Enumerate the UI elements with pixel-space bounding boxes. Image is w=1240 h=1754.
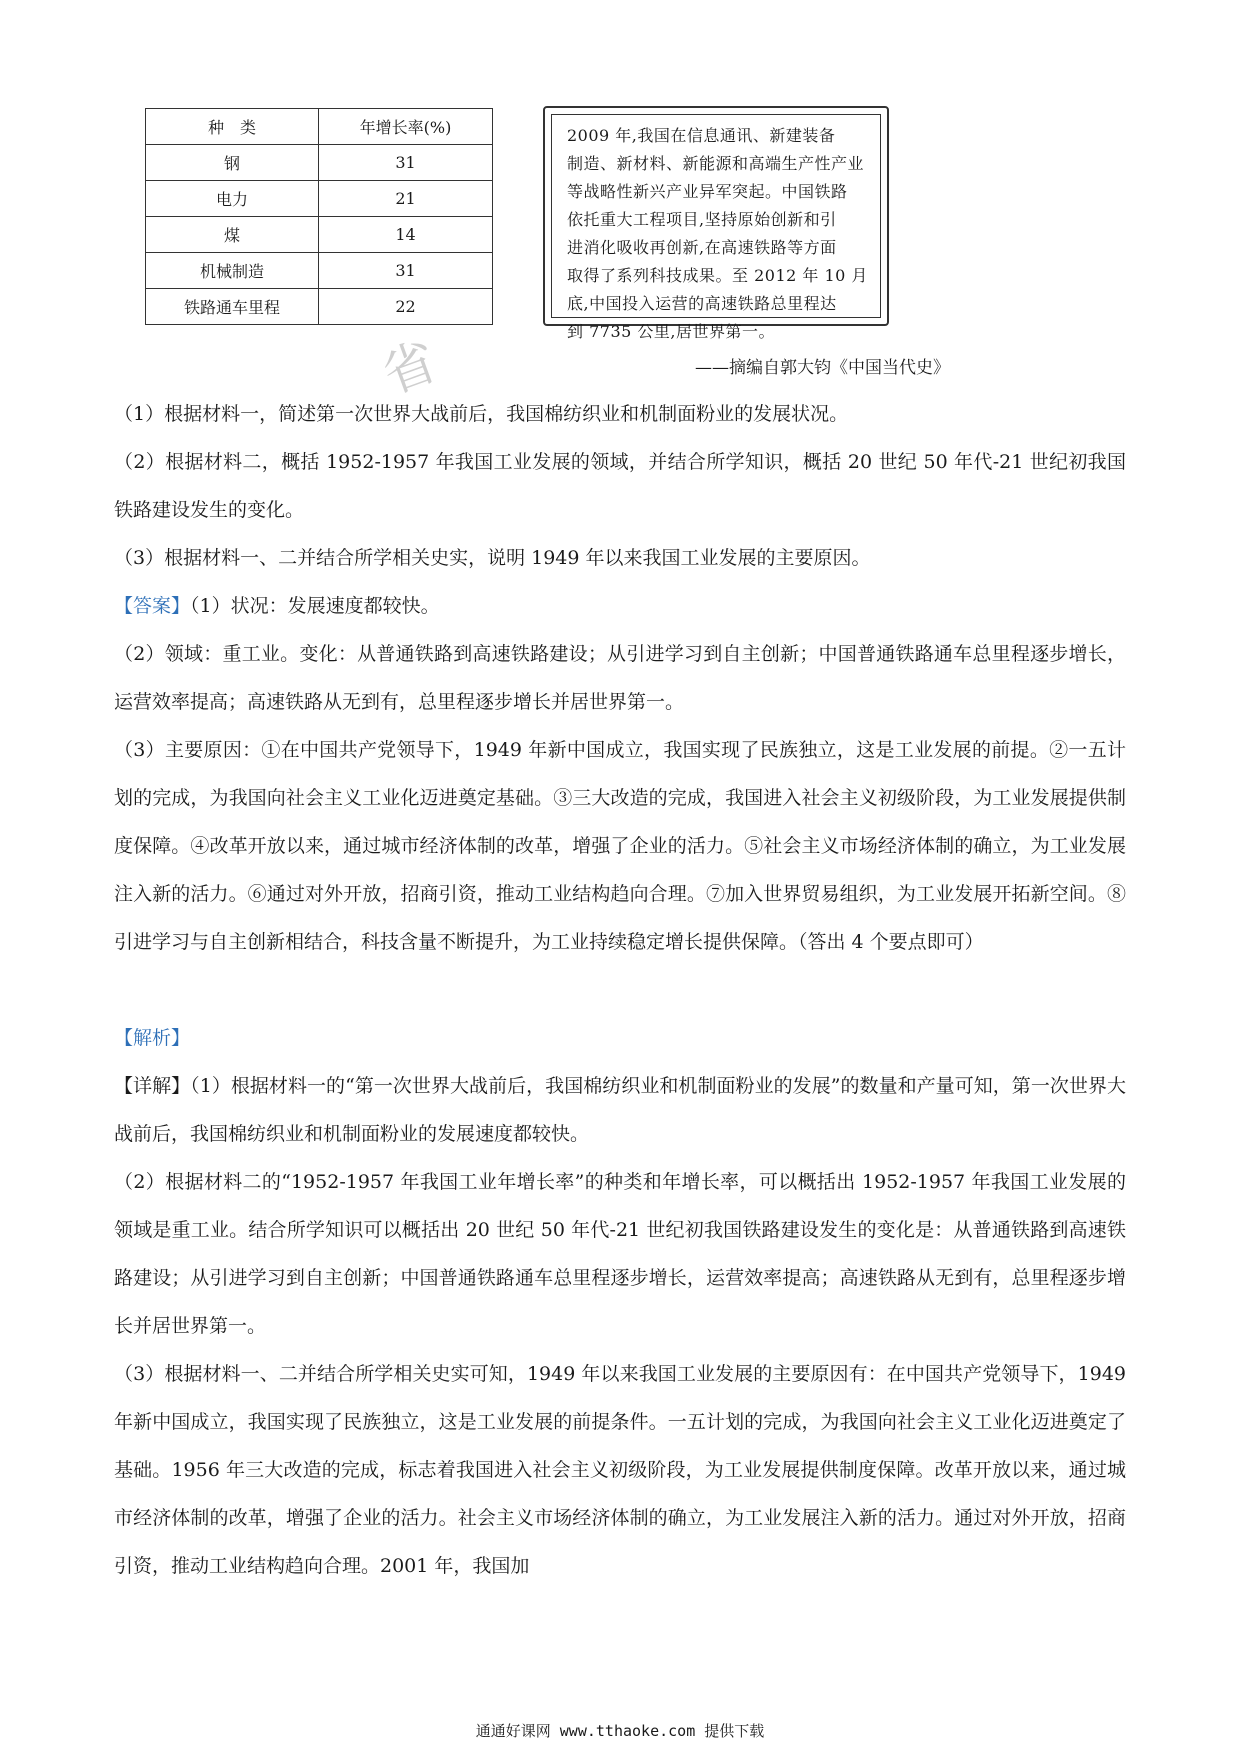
table-cell-rate: 31 <box>319 253 493 289</box>
table-cell-rate: 14 <box>319 217 493 253</box>
detail-1-block <box>114 1062 1126 1158</box>
table-header-row <box>146 109 493 145</box>
table-cell-rate: 21 <box>319 181 493 217</box>
table-row <box>146 289 493 325</box>
answer-2: （2）领域：重工业。变化：从普通铁路到高速铁路建设；从引进学习到自主创新；中国普通铁路通车总里程逐步增长，运营效率提高；高速铁路从无到有，总里程逐步增长并居世界第一。 <box>114 643 1126 713</box>
question-3: （3）根据材料一、二并结合所学相关史实，说明 1949 年以来我国工业发展的主要原因。 <box>114 547 871 569</box>
table-header-category: 种 类 <box>146 109 319 145</box>
table-cell-category: 电力 <box>146 181 319 217</box>
watermark: 省 <box>375 331 445 406</box>
detail-3: （3）根据材料一、二并结合所学相关史实可知，1949 年以来我国工业发展的主要原因有：在中国共产党领导下，1949 年新中国成立，我国实现了民族独立，这是工业发展的前提条件。一五计划的完成，为我国向社会主义工业化迈进奠定了基础。1956 年三大改造的完成，标志着我国进入社会主义初级阶段，为工业发展提供制度保障。改革开放以来，通过城市经济体制的改革，增强了企业的活力。社会主义市场经济体制的确立，为工业发展注入新的活力。通过对外开放，招商引资，推动工业结构趋向合理。2001 年，我国加 <box>114 1363 1126 1577</box>
growth-rate-table <box>145 108 493 325</box>
answer-3: （3）主要原因：①在中国共产党领导下，1949 年新中国成立，我国实现了民族独立，这是工业发展的前提。②一五计划的完成，为我国向社会主义工业化迈进奠定基础。③三大改造的完成，我国进入社会主义初级阶段，为工业发展提供制度保障。④改革开放以来，通过城市经济体制的改革，增强了企业的活力。⑤社会主义市场经济体制的确立，为工业发展注入新的活力。⑥通过对外开放，招商引资，推动工业结构趋向合理。⑦加入世界贸易组织，为工业发展开拓新空间。⑧引进学习与自主创新相结合，科技含量不断提升，为工业持续稳定增长提供保障。（答出 4 个要点即可） <box>114 739 1126 953</box>
material-scroll-box <box>543 106 889 341</box>
table-cell-category: 煤 <box>146 217 319 253</box>
detail-label: 【详解】 <box>114 1075 191 1097</box>
analysis-label: 【解析】 <box>114 1027 191 1049</box>
table-row <box>146 253 493 289</box>
question-1: （1）根据材料一，简述第一次世界大战前后，我国棉纺织业和机制面粉业的发展状况。 <box>114 403 849 425</box>
answer-label: 【答案】 <box>114 595 191 617</box>
material-scroll-text: 2009 年,我国在信息通讯、新建装备 制造、新材料、新能源和高端生产性产业 等战略性新兴产业异军突起。中国铁路 依托重大工程项目,坚持原始创新和引 进消化吸收再创新,在高速铁路等方面 取得了系列科技成果。至 2012 年 10 月 底,中国投入运营的高速铁路总里程达 到 7735 公里,居世界第一。 <box>567 126 868 341</box>
table-cell-category: 机械制造 <box>146 253 319 289</box>
question-2: （2）根据材料二，概括 1952-1957 年我国工业发展的领域，并结合所学知识，概括 20 世纪 50 年代-21 世纪初我国铁路建设发生的变化。 <box>114 451 1126 521</box>
table-cell-rate: 31 <box>319 145 493 181</box>
answer-block <box>114 582 1126 630</box>
table-cell-category: 铁路通车里程 <box>146 289 319 325</box>
detail-1: （1）根据材料一的“第一次世界大战前后，我国棉纺织业和机制面粉业的发展”的数量和产量可知，第一次世界大战前后，我国棉纺织业和机制面粉业的发展速度都较快。 <box>114 1075 1126 1145</box>
table-header-rate: 年增长率(%) <box>319 109 493 145</box>
detail-2: （2）根据材料二的“1952-1957 年我国工业年增长率”的种类和年增长率，可以概括出 1952-1957 年我国工业发展的领域是重工业。结合所学知识可以概括出 20 世纪 50 年代-21 世纪初我国铁路建设发生的变化是：从普通铁路到高速铁路建设；从引进学习到自主创新；中国普通铁路通车总里程逐步增长，运营效率提高；高速铁路从无到有，总里程逐步增长并居世界第一。 <box>114 1171 1126 1337</box>
answer-1: （1）状况：发展速度都较快。 <box>190 595 440 617</box>
table-row <box>146 217 493 253</box>
footer-credit: 通通好课网 www.tthaoke.com 提供下载 <box>475 1722 765 1740</box>
table-cell-category: 钢 <box>146 145 319 181</box>
table-row <box>146 181 493 217</box>
table-cell-rate: 22 <box>319 289 493 325</box>
material-source: ——摘编自郭大钧《中国当代史》 <box>695 358 950 378</box>
table-row <box>146 145 493 181</box>
